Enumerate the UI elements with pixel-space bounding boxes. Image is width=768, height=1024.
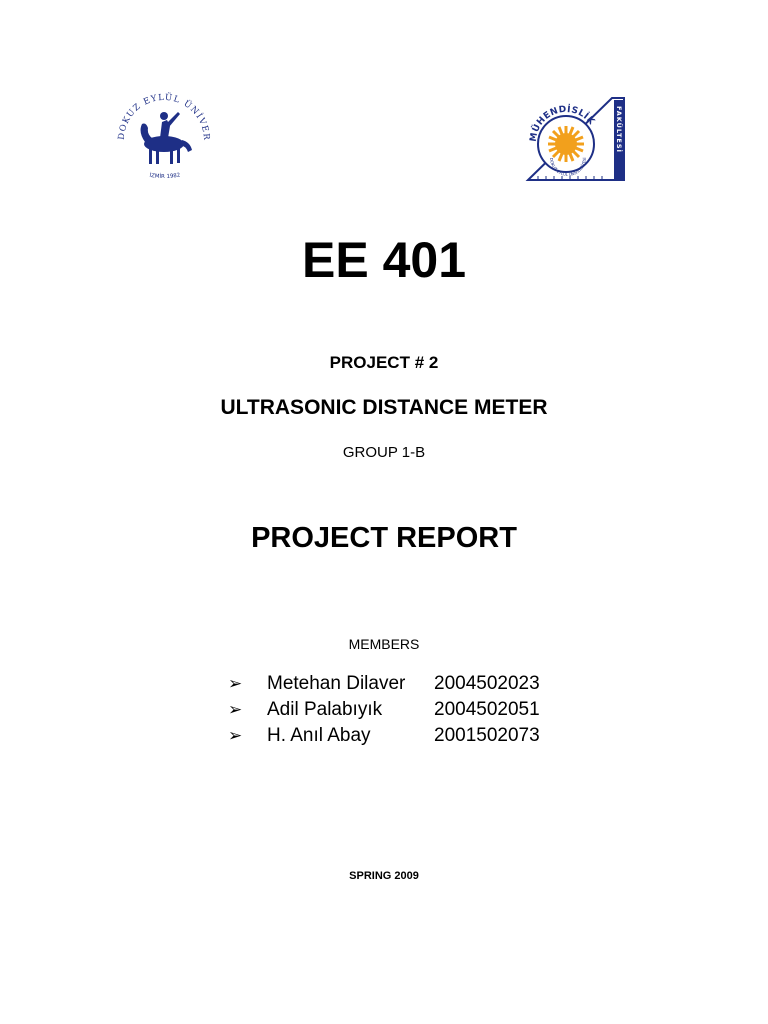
member-name: Adil Palabıyık	[267, 699, 383, 720]
list-item	[228, 671, 588, 697]
seal-year-text: İZMİR 1982	[148, 172, 181, 181]
faculty-side-text: FAKÜLTESİ	[615, 106, 623, 153]
faculty-emblem-icon	[524, 92, 628, 184]
report-heading: PROJECT REPORT	[251, 522, 517, 554]
member-student-id: 2004502023	[434, 673, 540, 694]
arrow-bullet-icon: ➢	[228, 674, 243, 693]
list-item	[228, 697, 588, 723]
university-seal-icon	[112, 82, 216, 186]
arrow-bullet-icon: ➢	[228, 700, 243, 719]
group-label: GROUP 1-B	[342, 444, 426, 461]
seal-ring-text: DOKUZ EYLÜL ÜNİVER	[116, 92, 212, 142]
university-logo	[112, 82, 216, 186]
member-student-id: 2004502051	[434, 699, 540, 720]
member-name: Metehan Dilaver	[267, 673, 406, 694]
semester-label: SPRING 2009	[349, 870, 419, 882]
faculty-logo	[524, 92, 628, 184]
member-student-id: 2001502073	[434, 725, 540, 746]
arrow-bullet-icon: ➢	[228, 726, 243, 745]
list-item	[228, 723, 588, 749]
members-heading: MEMBERS	[348, 636, 420, 652]
project-title: ULTRASONIC DISTANCE METER	[220, 396, 548, 419]
members-list	[228, 671, 588, 749]
faculty-inner-text: DOKUZ EYLÜL ÜNİVERSİTESİ	[548, 157, 588, 178]
member-name: H. Anıl Abay	[267, 725, 371, 746]
svg-text:İZMİR 1982	[149, 172, 181, 180]
project-number: PROJECT # 2	[329, 353, 439, 372]
faculty-ring-text: MÜHENDİSLİK	[528, 104, 597, 143]
course-code: EE 401	[301, 232, 466, 288]
